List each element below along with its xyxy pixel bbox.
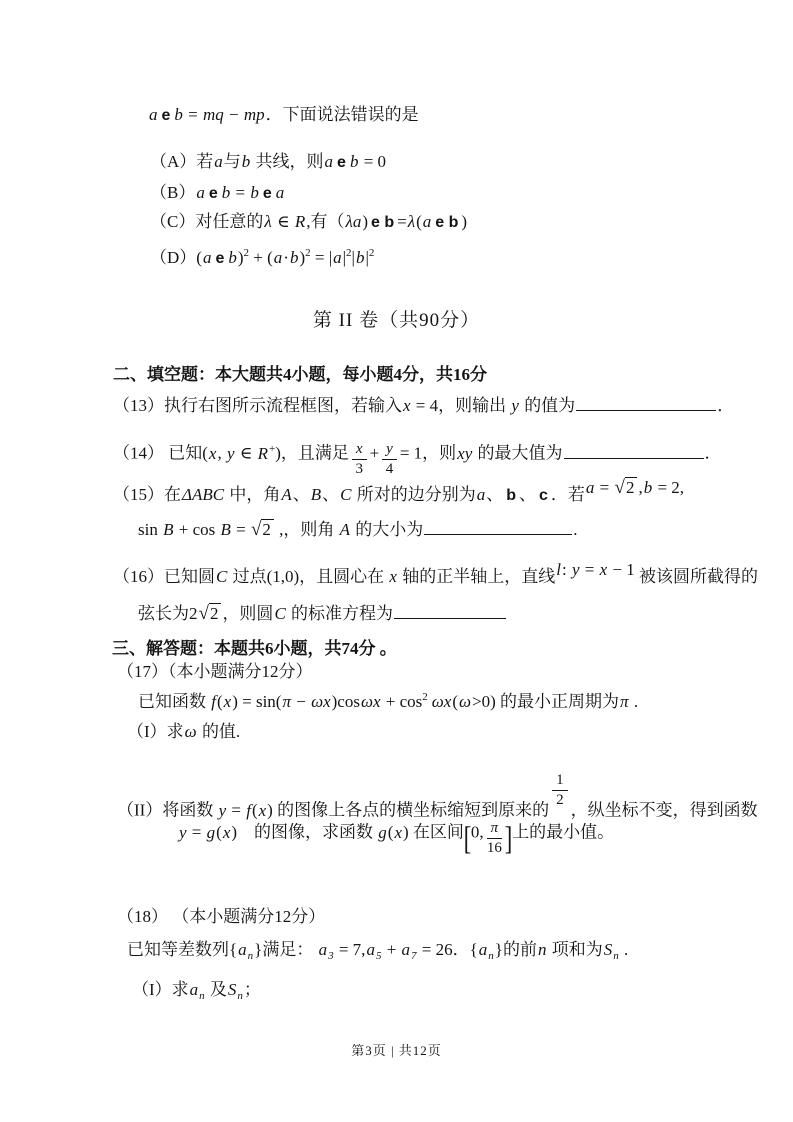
math-variable: ω xyxy=(459,692,472,711)
subscript: 7 xyxy=(411,950,417,962)
text: 、 xyxy=(519,485,536,504)
math-variable: xy xyxy=(457,443,473,463)
math-variable: a xyxy=(189,980,199,999)
answer-blank xyxy=(394,603,506,619)
answer-blank xyxy=(576,395,716,411)
math-variable: l xyxy=(556,560,561,579)
fraction-denominator: 16 xyxy=(486,839,502,856)
text: ) 在区间 xyxy=(403,822,464,842)
text: （A）若 xyxy=(150,152,214,171)
text: 、 xyxy=(486,485,504,504)
math-variable: a xyxy=(275,183,285,202)
text: >0) 的最小正周期为 xyxy=(472,692,620,711)
raised-group xyxy=(555,560,635,579)
text: ) 的图像上各点的横坐标缩短到原来的 xyxy=(267,800,550,820)
radicand: 2 xyxy=(209,603,222,623)
question-12-option-a xyxy=(150,151,386,174)
text: ) xyxy=(299,248,306,267)
text: | xyxy=(342,248,347,267)
question-16-line-1 xyxy=(113,560,758,588)
math-variable: a xyxy=(478,940,488,959)
question-18-part-1 xyxy=(132,979,261,1003)
text: （14） 已知( xyxy=(113,443,208,463)
text: sin xyxy=(138,520,163,539)
fraction xyxy=(552,772,568,808)
text: . xyxy=(629,692,639,711)
question-18-intro xyxy=(127,939,628,963)
math-variable: C xyxy=(216,567,228,586)
text: − 1 xyxy=(608,560,635,579)
text: （16）已知圆 xyxy=(113,567,215,586)
text: )cos xyxy=(331,692,360,711)
text: ,有（ xyxy=(306,212,345,231)
text: ) xyxy=(461,212,468,231)
text: 所对的边分别为 xyxy=(352,485,476,504)
text: （15）在 xyxy=(113,485,181,504)
operator-symbol: e xyxy=(337,154,346,171)
math-variable: n xyxy=(537,940,547,959)
math-variable: x xyxy=(222,822,231,842)
question-15-line-1 xyxy=(113,477,685,507)
radical-sign: √ xyxy=(614,477,625,498)
superscript: 2 xyxy=(422,691,428,703)
text: 共线，则 xyxy=(251,152,324,171)
radicand: 2 xyxy=(625,477,638,497)
fraction-denominator: 4 xyxy=(385,460,394,477)
text: + ( xyxy=(249,248,273,267)
text: 上的最小值。 xyxy=(512,822,615,842)
math-variable: a xyxy=(273,248,283,267)
superscript: 2 xyxy=(243,247,250,259)
text: = 4，则输出 xyxy=(411,396,511,415)
math-variable: a xyxy=(324,152,334,171)
question-17-part-2a xyxy=(117,772,758,822)
radical-sign: √ xyxy=(250,519,262,540)
text: = xyxy=(231,183,250,202)
math-variable: a xyxy=(202,248,212,267)
math-variable: y xyxy=(218,800,227,820)
text: | xyxy=(351,248,355,267)
operator-symbol: e xyxy=(262,185,272,202)
math-variable: b xyxy=(174,105,183,124)
text: 第 II 卷（共90分） xyxy=(312,310,481,331)
text: （I）求 xyxy=(127,722,184,741)
text: （D）( xyxy=(150,248,202,267)
text: = 0 xyxy=(359,152,387,171)
math-variable: S xyxy=(227,980,237,999)
text: ) 的图像，求函数 xyxy=(231,822,378,842)
math-variable: a xyxy=(149,105,158,124)
text: = xyxy=(183,105,202,124)
math-variable: λ xyxy=(407,212,416,231)
math-variable: ω xyxy=(184,722,197,741)
fraction xyxy=(382,441,397,477)
text: 被该圆所截得的 xyxy=(634,567,758,586)
text: ． xyxy=(704,443,722,463)
text: = xyxy=(397,212,407,231)
text: ) xyxy=(362,212,368,231)
subscript: n xyxy=(199,990,205,1002)
math-variable: a xyxy=(422,212,432,231)
text: 项和为 xyxy=(547,940,603,959)
square-root xyxy=(615,477,638,499)
text: （B） xyxy=(150,183,196,202)
math-variable: A xyxy=(281,485,292,504)
math-variable: f xyxy=(246,800,251,820)
text: + xyxy=(382,940,401,959)
text: （II）将函数 xyxy=(117,800,218,820)
raised-group xyxy=(585,478,684,497)
text: )，且满足 xyxy=(275,443,349,463)
operator-symbol: e xyxy=(161,107,171,124)
text: ( xyxy=(387,822,394,842)
fraction-denominator: 2 xyxy=(556,791,564,808)
text: = xyxy=(595,478,614,497)
math-variable: b xyxy=(643,478,653,497)
question-14 xyxy=(113,441,722,477)
text: ．下面说法错误的是 xyxy=(265,105,419,124)
math-variable: R xyxy=(294,212,306,231)
subscript: 5 xyxy=(375,950,382,962)
math-variable: x xyxy=(208,443,217,463)
superscript: 2 xyxy=(368,247,375,259)
text: （18） （本小题满分12分） xyxy=(117,907,326,926)
text: 、 xyxy=(292,485,310,504)
subscript: n xyxy=(237,990,243,1002)
superscript: 2 xyxy=(346,247,352,259)
math-variable: b xyxy=(221,183,231,202)
text: = | xyxy=(310,248,333,267)
part-2-title xyxy=(0,310,793,332)
math-variable: x xyxy=(223,692,232,711)
math-variable: λ xyxy=(264,212,272,231)
superscript: + xyxy=(269,442,276,455)
question-17-intro xyxy=(138,691,638,715)
math-variable: λa xyxy=(345,212,362,231)
text: ∈ xyxy=(235,443,257,463)
subscript: 3 xyxy=(328,950,334,962)
text: | xyxy=(365,248,369,267)
text: ； xyxy=(243,980,261,999)
text: 0, xyxy=(470,822,484,842)
math-variable: x xyxy=(394,822,402,842)
text: ,，则角 xyxy=(274,520,339,539)
math-variable: a xyxy=(476,485,486,504)
math-variable: g xyxy=(378,822,387,842)
radical-sign: √ xyxy=(198,603,209,624)
math-variable: ωx xyxy=(360,692,381,711)
math-variable: a xyxy=(238,940,247,959)
text: = 26．{ xyxy=(417,940,478,959)
math-variable: a xyxy=(318,940,328,959)
operator-symbol: c xyxy=(539,487,548,504)
text: （C）对任意的 xyxy=(150,212,264,231)
text: ( xyxy=(416,212,422,231)
math-variable: g xyxy=(206,822,216,842)
math-variable: y xyxy=(179,822,187,842)
text: : xyxy=(561,560,571,579)
fraction xyxy=(352,441,367,477)
text: = xyxy=(580,560,599,579)
math-variable: B xyxy=(310,485,322,504)
math-variable: S xyxy=(603,940,613,959)
text: 的值. xyxy=(197,722,241,741)
text: 与 xyxy=(223,152,241,171)
math-variable: a xyxy=(366,940,375,959)
text: ．若 xyxy=(550,485,585,504)
text: − xyxy=(291,692,311,711)
answer-blank xyxy=(424,519,572,535)
math-variable: mp xyxy=(243,105,265,124)
text: = xyxy=(187,822,206,842)
math-variable: x xyxy=(599,560,608,579)
text: }的前 xyxy=(494,940,537,959)
text: 的标准方程为 xyxy=(286,604,394,623)
text: 、 xyxy=(322,485,340,504)
text: }满足： xyxy=(254,940,318,959)
math-variable: B xyxy=(220,520,231,539)
question-13 xyxy=(113,395,734,417)
question-15-line-2 xyxy=(138,519,578,541)
math-variable: a xyxy=(333,248,342,267)
text: ，则圆 xyxy=(222,604,274,623)
text: ( xyxy=(216,822,222,842)
fraction-numerator: y xyxy=(382,441,397,460)
bold-text: 三、解答题：本题共6小题，共74分 。 xyxy=(112,639,397,658)
math-variable: f xyxy=(211,692,216,711)
question-12-option-b xyxy=(150,182,285,205)
text: + xyxy=(369,443,380,463)
fraction-numerator: 1 xyxy=(552,772,568,791)
text: 已知等差数列{ xyxy=(127,940,238,959)
subscript: n xyxy=(488,950,494,962)
question-12-option-c xyxy=(150,211,467,234)
radicand: 2 xyxy=(261,519,274,539)
big-bracket: ] xyxy=(504,820,513,857)
text: + cos xyxy=(381,692,423,711)
text: ) xyxy=(237,248,244,267)
text: （13）执行右图所示流程框图，若输入 xyxy=(113,396,402,415)
math-variable: b xyxy=(250,183,259,202)
subscript: n xyxy=(247,950,254,962)
question-17-part-1 xyxy=(127,721,240,743)
math-variable: a xyxy=(214,152,223,171)
math-variable: B xyxy=(163,520,174,539)
text: . xyxy=(573,520,578,539)
operator-symbol: e b xyxy=(435,214,459,231)
superscript: 2 xyxy=(305,247,311,259)
question-18-header xyxy=(117,906,325,928)
text: 及 xyxy=(205,980,227,999)
math-variable: π xyxy=(282,692,291,711)
text: . xyxy=(619,940,629,959)
math-variable: b xyxy=(228,248,237,267)
math-variable: a xyxy=(585,478,595,497)
text: 轴的正半轴上，直线 xyxy=(397,567,556,586)
text: 的最大值为 xyxy=(473,443,563,463)
math-variable: x xyxy=(403,396,411,415)
text: ( xyxy=(251,800,258,820)
solve-section-header xyxy=(112,638,397,660)
math-variable: b xyxy=(289,248,299,267)
math-variable: ωx xyxy=(431,692,452,711)
math-variable: C xyxy=(340,485,352,504)
text: = xyxy=(231,520,250,539)
question-16-line-2 xyxy=(138,603,507,625)
text: ，纵坐标不变，得到函数 xyxy=(570,800,758,820)
math-variable: π xyxy=(620,692,629,711)
text: 已知函数 xyxy=(138,692,211,711)
page-footer: 第3页 | 共12页 xyxy=(351,1043,442,1058)
text: 的值为 xyxy=(519,396,576,415)
text: = 2, xyxy=(653,478,685,497)
operator-symbol: e b xyxy=(371,214,395,231)
text: ( xyxy=(216,692,223,711)
question-12-stem xyxy=(148,104,419,127)
text: , xyxy=(638,478,643,497)
text: = xyxy=(227,800,246,820)
text: 过点(1,0)，且圆心在 xyxy=(228,567,389,586)
operator-symbol: e xyxy=(208,185,218,202)
operator-symbol: e xyxy=(215,250,225,267)
answer-blank xyxy=(564,443,704,459)
operator-symbol: b xyxy=(506,487,516,504)
text: · xyxy=(283,248,289,267)
bold-text: 二、填空题：本大题共4小题，每小题4分，共16分 xyxy=(113,365,487,384)
math-variable: C xyxy=(274,604,286,623)
question-12-option-d xyxy=(150,247,374,271)
fraction-numerator: π xyxy=(487,820,503,839)
math-variable: x xyxy=(389,567,397,586)
text: , xyxy=(217,443,226,463)
math-variable: a xyxy=(196,183,205,202)
math-variable: y xyxy=(511,396,519,415)
text: + cos xyxy=(174,520,220,539)
math-variable: A xyxy=(339,520,351,539)
text: ∈ xyxy=(272,212,294,231)
math-variable: b xyxy=(355,248,365,267)
fill-in-section-header xyxy=(113,364,487,386)
text: （17）（本小题满分12分） xyxy=(117,662,313,681)
math-variable: ΔABC xyxy=(182,485,225,504)
fraction xyxy=(487,820,503,856)
math-variable: mq xyxy=(203,105,224,124)
text: = 7, xyxy=(334,940,366,959)
math-variable: b xyxy=(241,152,251,171)
subscript: n xyxy=(613,950,619,962)
fraction-numerator: x xyxy=(352,441,367,460)
text: 弦长为2 xyxy=(138,604,198,623)
text: ( xyxy=(452,692,459,711)
math-variable: y xyxy=(226,443,235,463)
math-variable: a xyxy=(401,940,411,959)
text: （I）求 xyxy=(132,980,189,999)
big-bracket: [ xyxy=(463,820,472,857)
fraction-denominator: 3 xyxy=(355,460,363,477)
text: 的大小为 xyxy=(351,520,424,539)
square-root xyxy=(251,519,274,541)
text: = 1，则 xyxy=(399,443,457,463)
question-17-header xyxy=(117,661,313,683)
math-variable: ωx xyxy=(311,692,331,711)
text: ) = sin( xyxy=(232,692,282,711)
square-root xyxy=(199,603,222,625)
math-variable: R xyxy=(257,443,268,463)
text: ． xyxy=(717,396,735,415)
math-variable: y xyxy=(571,560,580,579)
text: − xyxy=(224,105,243,124)
text: 中，角 xyxy=(225,485,281,504)
question-17-part-2b xyxy=(178,820,614,856)
math-variable: x xyxy=(258,800,267,820)
math-variable: b xyxy=(349,152,359,171)
